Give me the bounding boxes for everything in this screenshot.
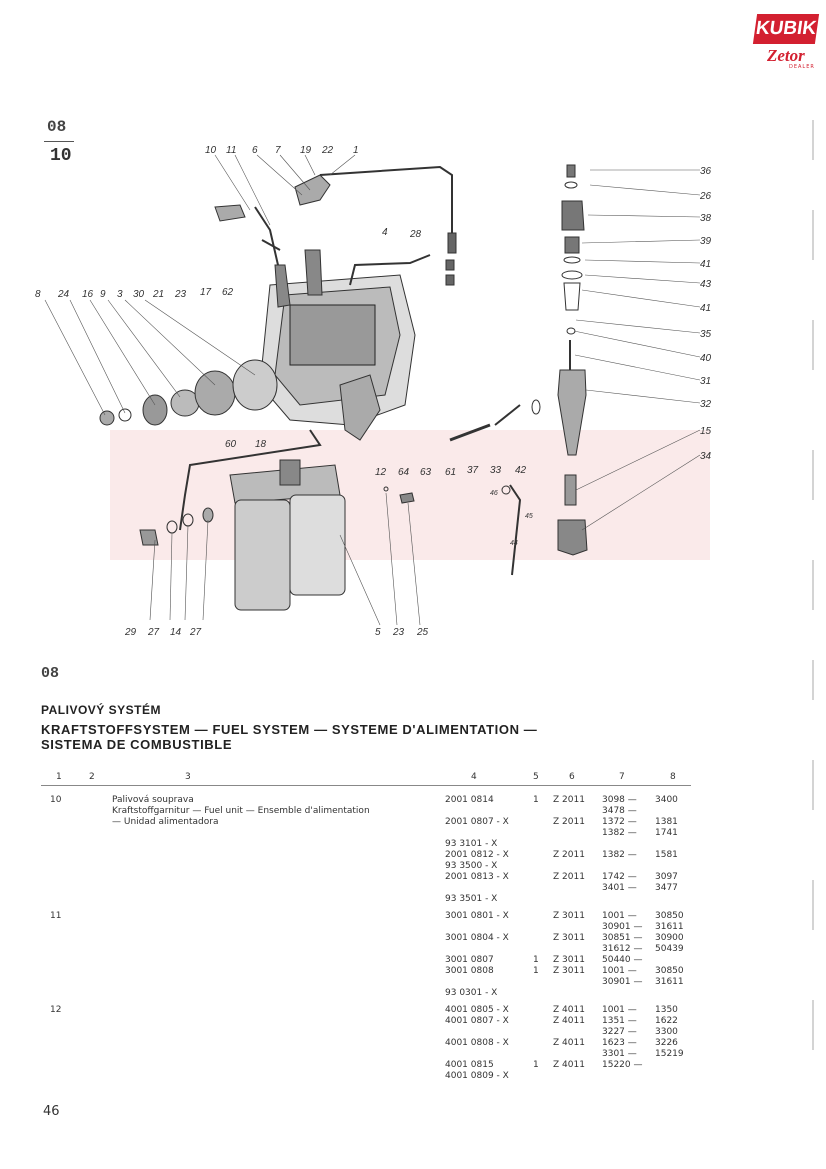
cell-type: Z 3011: [553, 966, 585, 976]
fuel-system-exploded-diagram: [20, 135, 740, 645]
cell-serial-to: 3097: [655, 872, 678, 882]
col-header-1: 1: [56, 772, 62, 782]
cell-quantity: 1: [533, 795, 539, 805]
kubik-zetor-logo: [755, 14, 817, 72]
cell-part-number: 4001 0815: [445, 1060, 494, 1070]
cell-part-number: 2001 0813 - X: [445, 872, 509, 882]
callout-42: 42: [515, 465, 527, 476]
cell-serial-to: 30850: [655, 966, 684, 976]
cell-serial-from: 1742 —: [602, 872, 637, 882]
margin-marks: [803, 120, 817, 1160]
cell-serial-to: 15219: [655, 1049, 684, 1059]
callout-61: 61: [445, 467, 457, 478]
callout-43: 43: [700, 279, 712, 290]
cell-position: 12: [50, 1005, 62, 1015]
description-line: Kraftstoffgarnitur — Fuel unit — Ensemble d'alimentation: [112, 806, 370, 816]
cell-quantity: 1: [533, 1060, 539, 1070]
callout-8: 8: [35, 289, 41, 300]
callout-5: 5: [375, 627, 381, 638]
table-section-number: 08: [41, 665, 60, 682]
table-row: [0, 883, 826, 894]
cell-part-number: 2001 0812 - X: [445, 850, 509, 860]
table-row: [0, 828, 826, 839]
table-row: [0, 988, 826, 999]
cell-part-number: 93 0301 - X: [445, 988, 498, 998]
callout-41b: 41: [700, 303, 712, 314]
cell-serial-from: 50440 —: [602, 955, 643, 965]
cell-serial-to: 1581: [655, 850, 678, 860]
callout-29: 29: [125, 627, 137, 638]
col-header-7: 7: [619, 772, 625, 782]
cell-part-number: 2001 0807 - X: [445, 817, 509, 827]
cell-position: 10: [50, 795, 62, 805]
table-header-rule: [41, 785, 691, 786]
table-row: [0, 806, 826, 817]
cell-type: Z 2011: [553, 795, 585, 805]
callout-23b: 23: [393, 627, 405, 638]
callout-62: 62: [222, 287, 234, 298]
cell-type: Z 3011: [553, 955, 585, 965]
callout-44: 44: [510, 540, 518, 547]
callout-10: 10: [205, 145, 217, 156]
cell-position: 11: [50, 911, 62, 921]
cell-part-number: 4001 0807 - X: [445, 1016, 509, 1026]
callout-40: 40: [700, 353, 712, 364]
heading-czech: PALIVOVÝ SYSTÉM: [41, 703, 161, 717]
cell-type: Z 2011: [553, 817, 585, 827]
description-line: Palivová souprava: [112, 795, 194, 805]
cell-type: Z 3011: [553, 933, 585, 943]
cell-serial-to: 1350: [655, 1005, 678, 1015]
cell-serial-from: 1001 —: [602, 1005, 637, 1015]
callout-27b: 27: [190, 627, 202, 638]
table-row: [0, 861, 826, 872]
table-row: [0, 933, 826, 944]
cell-type: Z 2011: [553, 850, 585, 860]
callout-1: 1: [353, 145, 359, 156]
callout-28: 28: [410, 229, 422, 240]
callout-4: 4: [382, 227, 388, 238]
table-row: [0, 977, 826, 988]
callout-22: 22: [322, 145, 334, 156]
cell-type: Z 4011: [553, 1060, 585, 1070]
cell-serial-from: 1001 —: [602, 911, 637, 921]
cell-serial-to: 3226: [655, 1038, 678, 1048]
cell-serial-to: 31611: [655, 922, 684, 932]
logo-brand: KUBIK: [753, 14, 819, 44]
cell-serial-to: 3300: [655, 1027, 678, 1037]
callout-64: 64: [398, 467, 410, 478]
heading-multilang: [41, 722, 601, 752]
callout-16: 16: [82, 289, 94, 300]
callout-27: 27: [148, 627, 160, 638]
table-row: [0, 1016, 826, 1027]
table-row: [0, 944, 826, 955]
cell-type: Z 2011: [553, 872, 585, 882]
cell-serial-from: 3478 —: [602, 806, 637, 816]
callout-60: 60: [225, 439, 237, 450]
cell-serial-from: 30901 —: [602, 922, 643, 932]
callout-38: 38: [700, 213, 712, 224]
callout-7: 7: [275, 145, 281, 156]
callout-14: 14: [170, 627, 182, 638]
callout-26: 26: [700, 191, 712, 202]
cell-part-number: 4001 0808 - X: [445, 1038, 509, 1048]
callout-9: 9: [100, 289, 106, 300]
cell-type: Z 3011: [553, 911, 585, 921]
section-number-bottom: 10: [50, 146, 72, 166]
callout-21: 21: [153, 289, 165, 300]
cell-quantity: 1: [533, 955, 539, 965]
table-row: [0, 955, 826, 966]
cell-serial-from: 30901 —: [602, 977, 643, 987]
cell-part-number: 93 3500 - X: [445, 861, 498, 871]
col-header-8: 8: [670, 772, 676, 782]
cell-part-number: 4001 0805 - X: [445, 1005, 509, 1015]
callout-33: 33: [490, 465, 502, 476]
cell-serial-to: 30850: [655, 911, 684, 921]
callout-11: 11: [226, 145, 237, 156]
callout-25: 25: [417, 627, 429, 638]
callout-6: 6: [252, 145, 258, 156]
cell-part-number: 4001 0809 - X: [445, 1071, 509, 1081]
page-number: 46: [43, 1104, 60, 1119]
cell-part-number: 3001 0807: [445, 955, 494, 965]
cell-part-number: 3001 0808: [445, 966, 494, 976]
logo-tagline: DEALER: [789, 64, 815, 70]
callout-34: 34: [700, 451, 712, 462]
callout-37: 37: [467, 465, 479, 476]
callout-41: 41: [700, 259, 712, 270]
cell-serial-from: 1001 —: [602, 966, 637, 976]
table-row: [0, 894, 826, 905]
cell-serial-from: 31612 —: [602, 944, 643, 954]
table-row: [0, 911, 826, 922]
col-header-2: 2: [89, 772, 95, 782]
callout-46: 46: [490, 490, 498, 497]
callout-36: 36: [700, 166, 712, 177]
cell-serial-from: 3301 —: [602, 1049, 637, 1059]
cell-serial-from: 3227 —: [602, 1027, 637, 1037]
callout-17: 17: [200, 287, 212, 298]
callout-39: 39: [700, 236, 712, 247]
col-header-4: 4: [471, 772, 477, 782]
cell-serial-to: 3477: [655, 883, 678, 893]
cell-serial-to: 50439: [655, 944, 684, 954]
cell-type: Z 4011: [553, 1016, 585, 1026]
heading-multilang-line2: SISTEMA DE COMBUSTIBLE: [41, 737, 233, 752]
table-row: [0, 1060, 826, 1071]
col-header-5: 5: [533, 772, 539, 782]
logo-sub-brand: Zetor: [767, 46, 805, 65]
table-row: [0, 872, 826, 883]
cell-serial-from: 3098 —: [602, 795, 637, 805]
description-line: — Unidad alimentadora: [112, 817, 219, 827]
cell-part-number: 3001 0804 - X: [445, 933, 509, 943]
callout-3: 3: [117, 289, 123, 300]
table-row: [0, 1038, 826, 1049]
cell-serial-from: 15220 —: [602, 1060, 643, 1070]
table-row: [0, 817, 826, 828]
cell-quantity: 1: [533, 966, 539, 976]
cell-serial-to: 1741: [655, 828, 678, 838]
callout-23: 23: [175, 289, 187, 300]
cell-type: Z 4011: [553, 1038, 585, 1048]
cell-serial-from: 1351 —: [602, 1016, 637, 1026]
heading-multilang-line1: KRAFTSTOFFSYSTEM — FUEL SYSTEM — SYSTEME D'ALIMENTATION —: [41, 722, 538, 737]
table-row: [0, 850, 826, 861]
cell-serial-to: 1381: [655, 817, 678, 827]
callout-35: 35: [700, 329, 712, 340]
callout-30: 30: [133, 289, 145, 300]
cell-type: Z 4011: [553, 1005, 585, 1015]
cell-serial-to: 3400: [655, 795, 678, 805]
callout-31: 31: [700, 376, 712, 387]
parts-table: [0, 795, 826, 1095]
table-row: [0, 966, 826, 977]
cell-serial-from: 3401 —: [602, 883, 637, 893]
section-number-top: 08: [47, 118, 67, 136]
callout-32: 32: [700, 399, 712, 410]
table-row: [0, 922, 826, 933]
callout-24: 24: [58, 289, 70, 300]
table-row: [0, 795, 826, 806]
callout-12: 12: [375, 467, 387, 478]
cell-serial-to: 30900: [655, 933, 684, 943]
col-header-6: 6: [569, 772, 575, 782]
cell-part-number: 93 3501 - X: [445, 894, 498, 904]
callout-63: 63: [420, 467, 432, 478]
callout-19: 19: [300, 145, 312, 156]
col-header-3: 3: [185, 772, 191, 782]
cell-serial-to: 31611: [655, 977, 684, 987]
callout-18: 18: [255, 439, 267, 450]
cell-part-number: 3001 0801 - X: [445, 911, 509, 921]
table-row: [0, 1049, 826, 1060]
cell-serial-from: 30851 —: [602, 933, 643, 943]
table-row: [0, 1027, 826, 1038]
callout-15: 15: [700, 426, 712, 437]
cell-serial-from: 1623 —: [602, 1038, 637, 1048]
cell-serial-from: 1382 —: [602, 828, 637, 838]
cell-part-number: 93 3101 - X: [445, 839, 498, 849]
table-row: [0, 839, 826, 850]
callout-45: 45: [525, 513, 533, 520]
cell-serial-to: 1622: [655, 1016, 678, 1026]
table-row: [0, 1005, 826, 1016]
table-row: [0, 1071, 826, 1082]
cell-part-number: 2001 0814: [445, 795, 494, 805]
cell-serial-from: 1382 —: [602, 850, 637, 860]
cell-serial-from: 1372 —: [602, 817, 637, 827]
